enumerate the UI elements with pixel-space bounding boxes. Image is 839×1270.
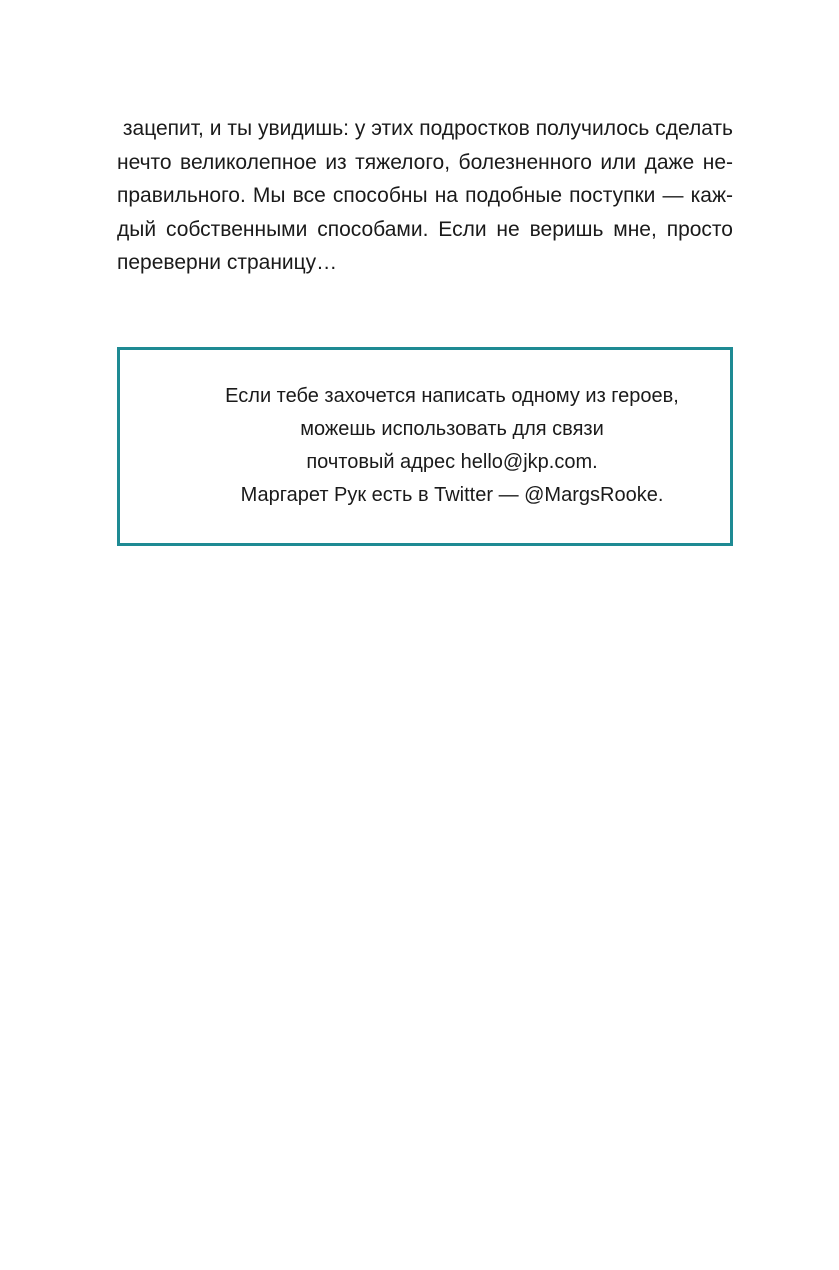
contact-notice-text	[120, 380, 730, 512]
paragraph-line: переверни страницу…	[117, 251, 338, 274]
paragraph-line: зацепит, и ты увидишь: у этих подростков получилось сделать	[117, 117, 733, 140]
notice-line: Если тебе захочется написать одному из героев,	[225, 385, 679, 407]
paragraph-line: правильного. Мы все способны на подобные поступки — каж-	[117, 184, 733, 207]
notice-line: можешь использовать для связи	[300, 418, 604, 440]
contact-notice-box	[117, 347, 733, 546]
body-paragraph	[117, 112, 733, 280]
notice-line-email: почтовый адрес hello@jkp.com.	[306, 451, 598, 473]
notice-line-twitter: Маргарет Рук есть в Twitter — @MargsRooke.	[240, 484, 664, 506]
paragraph-line: дый собственными способами. Если не веришь мне, просто	[117, 217, 733, 241]
paragraph-line: нечто великолепное из тяжелого, болезненного или даже не-	[117, 150, 733, 174]
